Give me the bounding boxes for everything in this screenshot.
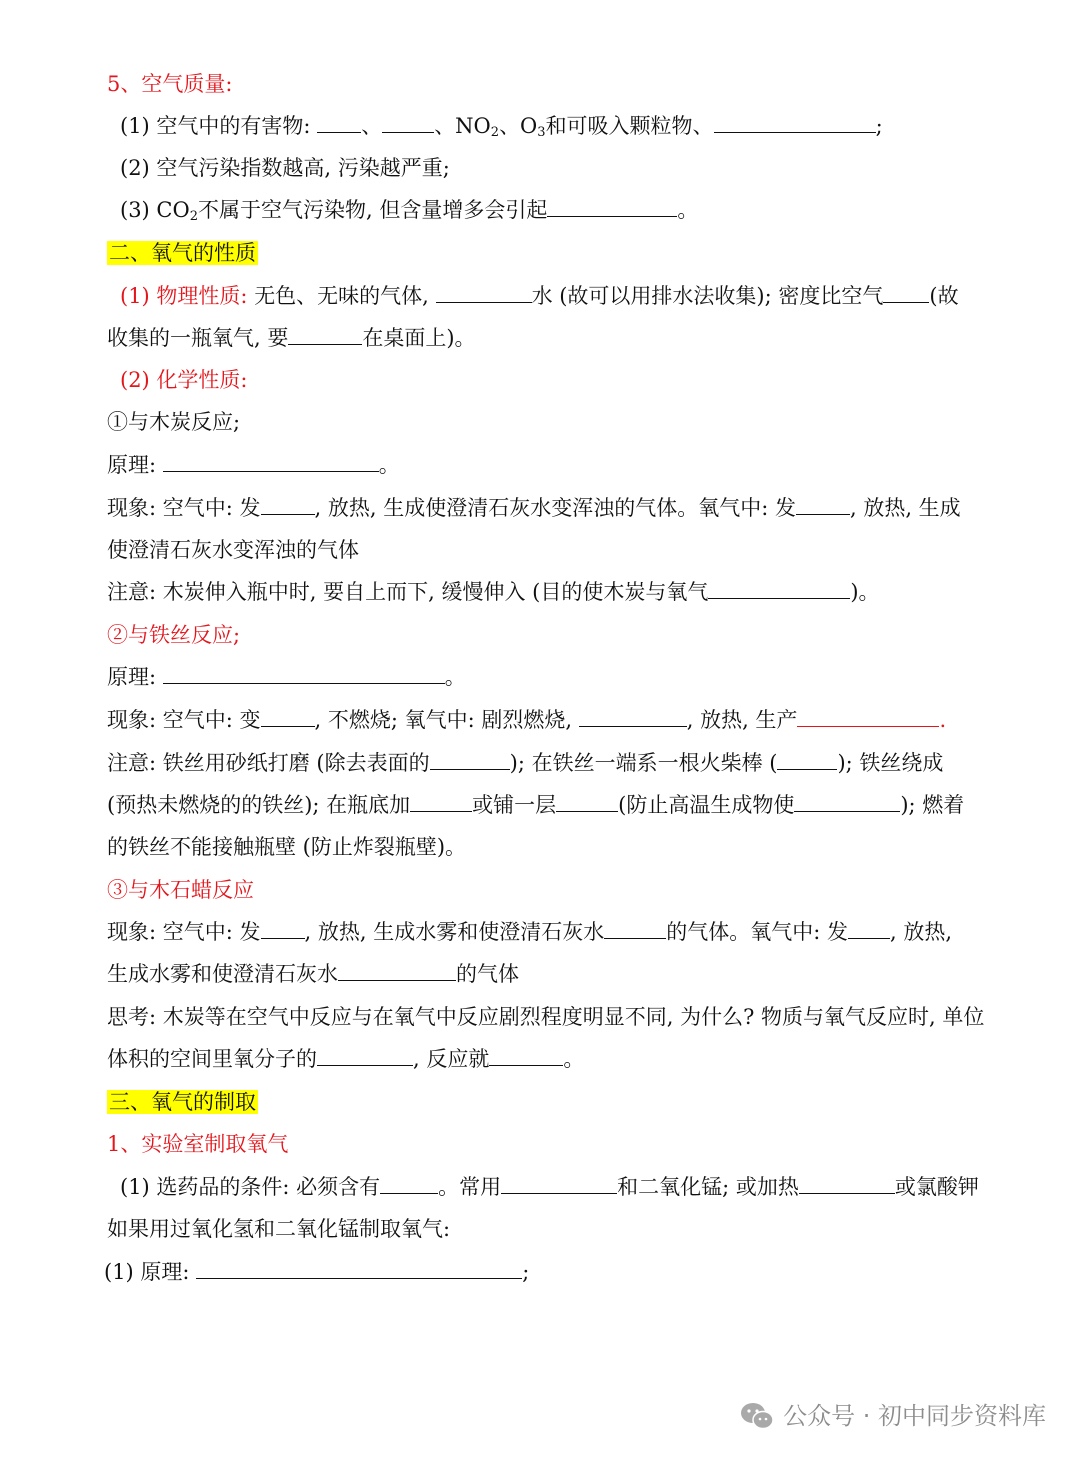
reagent-selection: (1) 选药品的条件: 必须含有 。常用 和二氧化锰; 或加热 或氯酸钾: [120, 1167, 1042, 1207]
iron-note-1: 注意: 铁丝用砂纸打磨 (除去表面的 ); 在铁丝一端系一根火柴棒 ( ); 铁丝绕成: [107, 743, 1042, 783]
charcoal-phenomenon-2: 使澄清石灰水变浑浊的气体: [107, 538, 359, 562]
blank: [708, 574, 850, 599]
blank: [547, 192, 677, 217]
charcoal-note: 注意: 木炭伸入瓶中时, 要自上而下, 缓慢伸入 (目的使木炭与氧气 )。: [107, 572, 1042, 612]
blank: [436, 278, 532, 303]
watermark: 公众号 · 初中同步资料库: [739, 1396, 1046, 1436]
question-pollution-index: (2) 空气污染指数越高, 污染越严重;: [120, 156, 450, 180]
physical-properties-line: (1) 物理性质: 无色、无味的气体, 水 (故可以用排水法收集); 密度比空气 (故: [120, 276, 1042, 316]
blank: [797, 702, 939, 727]
blank: [163, 447, 379, 472]
blank: [163, 659, 445, 684]
iron-phenomenon: 现象: 空气中: 变 , 不燃烧; 氧气中: 剧烈燃烧, , 放热, 生产 .: [107, 700, 1042, 740]
hydrogen-peroxide-principle: (1) 原理: ;: [104, 1252, 1042, 1292]
charcoal-principle: 原理: 。: [107, 445, 1042, 485]
blank: [261, 490, 315, 515]
blank: [796, 490, 850, 515]
iron-wire-reaction-title: ②与铁丝反应;: [107, 623, 241, 647]
blank: [579, 702, 687, 727]
section-air-quality-title: 5、空气质量:: [107, 72, 233, 96]
blank: [794, 787, 900, 812]
charcoal-phenomenon: 现象: 空气中: 发 , 放热, 生成使澄清石灰水变浑浊的气体。氧气中: 发 , 放热, 生成: [107, 488, 1042, 528]
blank: [317, 108, 361, 133]
blank: [489, 1041, 563, 1066]
hydrogen-peroxide-intro: 如果用过氧化氢和二氧化锰制取氧气:: [107, 1217, 451, 1241]
blank: [714, 108, 876, 133]
blank: [799, 1169, 895, 1194]
blank: [338, 956, 456, 981]
heading-oxygen-preparation: 三、氧气的制取: [109, 1090, 256, 1114]
charcoal-reaction-title: ①与木炭反应;: [107, 410, 241, 434]
paraffin-phenomenon: 现象: 空气中: 发 , 放热, 生成水雾和使澄清石灰水 的气体。氧气中: 发 , 放热,: [107, 912, 1042, 952]
blank: [380, 1169, 438, 1194]
heading-oxygen-properties: 二、氧气的性质: [109, 241, 256, 265]
blank: [556, 787, 618, 812]
blank: [288, 320, 362, 345]
iron-principle: 原理: 。: [107, 657, 1042, 697]
paraffin-reaction-title: ③与木石蜡反应: [107, 878, 254, 902]
physical-properties-line-2: 收集的一瓶氧气, 要 在桌面上)。: [107, 318, 1042, 358]
blank: [430, 745, 510, 770]
blank: [848, 914, 890, 939]
think-question-2: 体积的空间里氧分子的 , 反应就 。: [107, 1039, 1042, 1079]
blank: [604, 914, 666, 939]
blank: [382, 108, 434, 133]
think-question: 思考: 木炭等在空气中反应与在氧气中反应剧烈程度明显不同, 为什么? 物质与氧气反应时, 单位: [107, 1005, 985, 1029]
iron-note-2: (预热未燃烧的的铁丝); 在瓶底加 或铺一层 (防止高温生成物使 ); 燃着: [107, 785, 1042, 825]
question-harmful-substances: (1) 空气中的有害物: 、 、$NO_2$、$O_3$和可吸入颗粒物、 ;: [120, 106, 1042, 146]
iron-note-3: 的铁丝不能接触瓶壁 (防止炸裂瓶壁)。: [107, 835, 467, 859]
blank: [883, 278, 929, 303]
blank: [501, 1169, 617, 1194]
paraffin-phenomenon-2: 生成水雾和使澄清石灰水 的气体: [107, 954, 1042, 994]
lab-preparation-title: 1、实验室制取氧气: [107, 1132, 289, 1156]
blank: [317, 1041, 413, 1066]
blank: [261, 702, 315, 727]
blank: [196, 1254, 522, 1279]
question-co2: (3) $CO_2$不属于空气污染物, 但含量增多会引起 。: [120, 190, 1042, 230]
blank: [261, 914, 305, 939]
blank: [777, 745, 837, 770]
chemical-properties-label: (2) 化学性质:: [120, 368, 248, 392]
blank: [410, 787, 472, 812]
wechat-icon: [739, 1401, 775, 1431]
